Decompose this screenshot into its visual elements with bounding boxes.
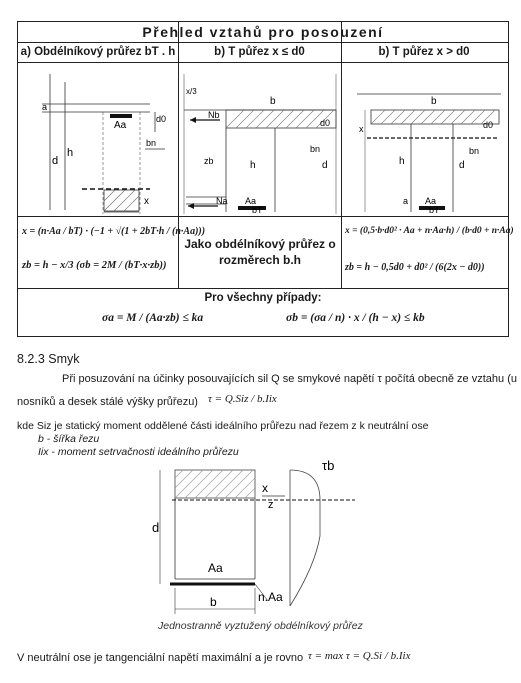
- formula-sigma-a: σa = M / (Aa·zb) ≤ ka: [102, 312, 204, 324]
- diagram-label: b: [270, 96, 276, 107]
- formula-sigma-b: σb = (σa / n) · x / (h − x) ≤ kb: [286, 312, 425, 324]
- shear-figure: [150, 456, 370, 626]
- diagram-label: d: [52, 155, 59, 167]
- footer-text: V neutrální ose je tangenciální napětí maximální a je rovno: [17, 652, 304, 664]
- divider: [18, 288, 508, 289]
- diagram-label: bT: [252, 205, 263, 214]
- divider: [18, 42, 508, 43]
- figure-label: n.Aa: [258, 590, 283, 604]
- section-heading: 8.2.3 Smyk: [17, 352, 80, 366]
- rectangular-note: Jako obdélníkový průřez o rozměrech b.h: [184, 237, 336, 267]
- diagram-label: Nb: [208, 110, 220, 120]
- paragraph-line: Při posuzování na účinky posouvajících sil Q se smykové napětí τ počítá obecně ze vztahu (u: [62, 373, 517, 385]
- diagram-label: Aa: [425, 196, 437, 206]
- diagram-label: a: [403, 196, 409, 206]
- diagram-label: d: [322, 160, 328, 171]
- diagram-label: h: [67, 147, 74, 159]
- footer-formula: τ = max τ = Q.Si / b.Iix: [308, 650, 411, 662]
- paragraph-line: b - šířka řezu: [38, 433, 100, 445]
- summary-table: [17, 21, 514, 337]
- diagram-label: bn: [310, 144, 321, 154]
- formula-tau: τ = Q.Siz / b.Iix: [208, 393, 277, 405]
- diagram-label: Na: [216, 196, 228, 206]
- diagram-label: d0: [156, 114, 167, 124]
- diagram-label: h: [399, 156, 405, 167]
- diagram-label: h: [250, 160, 256, 171]
- diagram-t-section-large-x: [343, 64, 506, 214]
- divider: [18, 216, 508, 217]
- figure-label: Aa: [208, 561, 223, 575]
- formula-zb-rectangular: zb = h − x/3 (σb = 2M / (bT·x·zb)): [22, 260, 167, 271]
- diagram-label: Aa: [114, 120, 127, 131]
- diagram-label: d0: [483, 120, 494, 130]
- diagram-label: x: [144, 196, 149, 207]
- diagram-label: Aa: [245, 196, 257, 206]
- divider: [341, 22, 342, 288]
- diagram-label: b: [431, 96, 437, 107]
- paragraph-line: nosníků a desek stálé výšky průřezu): [17, 396, 198, 408]
- col-c-header: b) T půřez x > d0: [378, 46, 470, 58]
- figure-caption: Jednostranně vyztužený obdélníkový průřez: [158, 620, 363, 632]
- diagram-rectangular-section: [20, 64, 176, 214]
- diagram-label: bT: [429, 205, 440, 214]
- figure-label: d: [152, 520, 160, 535]
- figure-label: x: [262, 481, 268, 495]
- diagram-label: x/3: [186, 87, 197, 96]
- figure-label: b: [210, 595, 217, 609]
- col-b-header: b) T půřez x ≤ d0: [214, 46, 305, 58]
- diagram-label: a: [42, 102, 48, 112]
- table-title: Přehled vztahů pro posouzení: [142, 24, 384, 40]
- divider: [178, 22, 179, 288]
- diagram-label: bn: [146, 138, 157, 148]
- divider: [18, 62, 508, 63]
- paragraph-line: kde Siz je statický moment oddělené části ideálního průřezu nad řezem z k neutrální ose: [17, 420, 429, 432]
- formula-x-rectangular: x = (n·Aa / bT) · (−1 + √(1 + 2bT·h / (n·Aa))): [22, 226, 206, 237]
- formula-zb-t-section: zb = h − 0,5d0 + d0² / (6(2x − d0)): [345, 262, 485, 273]
- figure-label: τb: [322, 458, 335, 473]
- figure-label: z: [268, 499, 274, 511]
- col-a-header: a) Obdélníkový průřez bT . h: [20, 46, 176, 58]
- diagram-label: d0: [320, 118, 331, 128]
- diagram-label: d: [459, 160, 465, 171]
- all-cases-heading: Pro všechny případy:: [204, 292, 322, 304]
- diagram-t-section-small-x: [180, 64, 340, 214]
- diagram-label: bn: [469, 146, 480, 156]
- diagram-label: x: [359, 124, 364, 134]
- formula-x-t-section: x = (0,5·b·d0² · Aa + n·Aa·h) / (b·d0 + n·Aa): [345, 226, 514, 236]
- paragraph-line: Iix - moment setrvačnosti ideálního průřezu: [38, 446, 239, 458]
- diagram-label: zb: [204, 156, 214, 166]
